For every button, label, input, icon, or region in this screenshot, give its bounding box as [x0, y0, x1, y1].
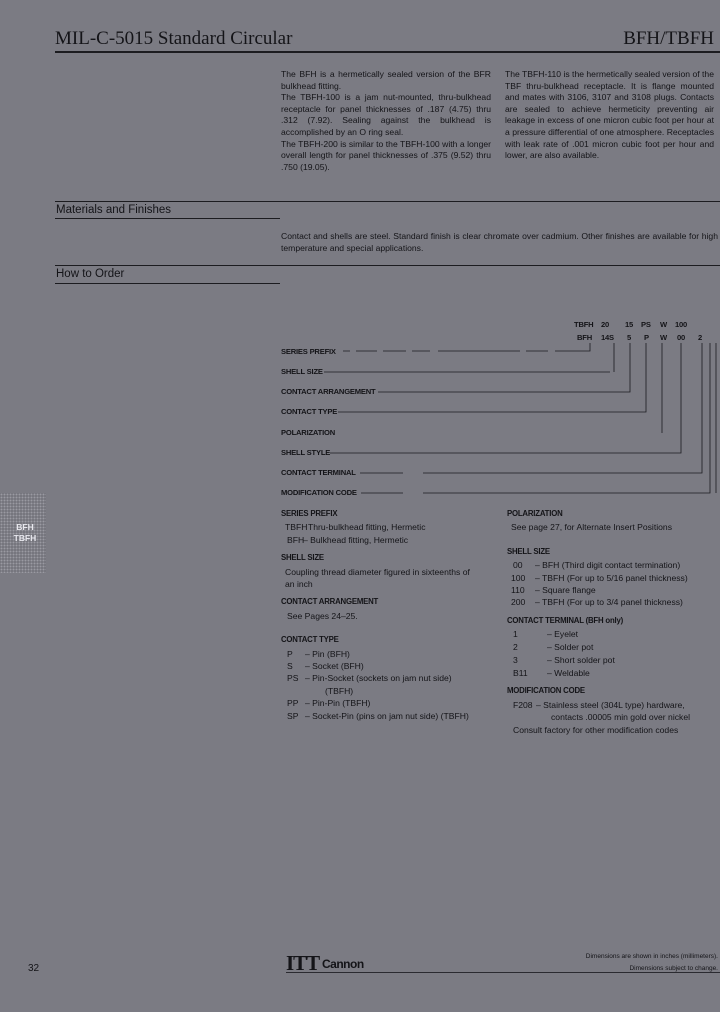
def-row [507, 572, 719, 584]
example-code-12: 00 [677, 333, 686, 342]
def-text: – TBFH (For up to 5/16 panel thickness) [535, 572, 688, 583]
def-text: Thru-bulkhead fitting, Hermetic [308, 522, 426, 533]
intro-paragraph: The TBFH-200 is similar to the TBFH-100 with a longer overall length for panel thicknesses of .375 (9.52) thru .750 (19.05). [281, 138, 491, 172]
def-heading-shell-size: SHELL SIZE [281, 553, 324, 563]
example-code-7: BFH [577, 333, 593, 342]
def-heading-contact-terminal: CONTACT TERMINAL (BFH only) [507, 615, 624, 625]
def-text: – Stainless steel (304L type) hardware, [536, 699, 685, 710]
badge-line: BFH [16, 522, 34, 532]
order-label-modification-code: MODIFICATION CODE [281, 488, 357, 497]
cannon-logo: Cannon [322, 957, 364, 971]
def-text: – Socket (BFH) [305, 661, 364, 672]
def-row [281, 697, 496, 709]
order-label-series-prefix: SERIES PREFIX [281, 347, 336, 356]
example-code-4: PS [641, 320, 651, 329]
order-label-shell-style: SHELL STYLE [281, 448, 331, 457]
order-label-contact-arrangement: CONTACT ARRANGEMENT [281, 387, 376, 396]
def-text: – Solder pot [547, 642, 594, 653]
def-row [281, 648, 496, 660]
def-row [281, 534, 496, 546]
example-code-9: 5 [627, 333, 632, 342]
def-row [281, 672, 496, 684]
def-row [281, 710, 496, 722]
definitions-right [507, 508, 719, 736]
order-label-shell-size: SHELL SIZE [281, 367, 323, 376]
intro-paragraph: The TBFH-100 is a jam nut-mounted, thru-bulkhead receptacle for panel thicknesses of .187 (4.75) thru .312 (7.92). Sealing against the bulkhead is accomplished by an O ring seal. [281, 92, 491, 137]
def-text: – Eyelet [547, 629, 579, 640]
def-key: BFH [287, 534, 305, 545]
def-key: 1 [513, 629, 518, 640]
def-row [507, 628, 719, 641]
def-key: TBFH [285, 522, 308, 533]
example-code-11: W [660, 333, 667, 342]
order-label-contact-type: CONTACT TYPE [281, 407, 338, 416]
badge-line: TBFH [13, 533, 37, 543]
example-code-6: 100 [675, 320, 688, 329]
change-note: Dimensions subject to change. [629, 965, 718, 972]
def-row [507, 559, 719, 571]
def-key: PP [287, 698, 299, 709]
page-number: 32 [28, 963, 40, 974]
itt-logo: ITT [286, 951, 320, 975]
order-label-contact-terminal: CONTACT TERMINAL [281, 468, 356, 477]
order-label-polarization: POLARIZATION [281, 428, 335, 437]
def-heading-shell-style: SHELL SIZE [507, 546, 550, 556]
def-text: – BFH (Third digit contact termination) [535, 560, 681, 571]
def-key: 100 [511, 572, 526, 583]
def-key: P [287, 648, 293, 659]
footer-notes [586, 952, 718, 973]
def-text: – Short solder pot [547, 654, 615, 665]
def-heading-modification-code: MODIFICATION CODE [507, 686, 585, 696]
def-row [507, 667, 719, 680]
def-row [507, 596, 719, 608]
def-key: 2 [513, 642, 518, 653]
series-badge-label [10, 522, 40, 544]
def-row [507, 584, 719, 596]
def-key: B11 [513, 667, 528, 678]
def-row [281, 521, 496, 533]
def-text: – Pin-Pin (TBFH) [305, 698, 371, 709]
dimension-note: Dimensions are shown in inches (millimeters). [585, 953, 718, 960]
def-key: 200 [511, 597, 526, 608]
def-key: PS [287, 673, 299, 684]
def-key: F208 [513, 699, 533, 710]
example-code-2: 20 [601, 320, 610, 329]
example-code-10: P [644, 333, 649, 342]
def-key: 3 [513, 654, 518, 665]
def-text: – Square flange [535, 585, 596, 596]
intro-paragraph: The TBFH-110 is the hermetically sealed version of the TBF thru-bulkhead receptacle. It is flange mounted and mates with 3106, 3107 and 3108 plugs. Contacts are sealed to achieve hermeticity preventing air leakage in excess of one micron cubic foot per hour at a pressure differential of one atmosphere. Receptacles with leak rate of .001 micron cubic foot per hour and lower, are also available. [505, 69, 714, 161]
def-row [507, 699, 719, 711]
def-text: Consult factory for other modification codes [513, 724, 679, 735]
def-text: Coupling thread diameter figured in sixteenths of [285, 566, 470, 577]
def-heading-contact-arrangement: CONTACT ARRANGEMENT [281, 597, 379, 607]
example-code-5: W [660, 320, 667, 329]
def-row [507, 641, 719, 654]
def-key: 00 [513, 560, 523, 571]
materials-heading: Materials and Finishes [56, 204, 172, 216]
def-key [281, 685, 305, 697]
def-text: (TBFH) [325, 685, 354, 696]
example-code-1: TBFH [574, 320, 594, 329]
def-text: See page 27, for Alternate Insert Positions [511, 522, 672, 533]
def-key: SP [287, 710, 299, 721]
def-row [507, 654, 719, 667]
example-code-8: 14S [601, 333, 614, 342]
order-heading: How to Order [56, 268, 125, 280]
def-text: – TBFH (For up to 3/4 panel thickness) [535, 597, 683, 608]
page-title: MIL-C-5015 Standard Circular [55, 28, 293, 49]
materials-text: Contact and shells are steel. Standard finish is clear chromate over cadmium. Other finishes are available for high temperature and special applications. [281, 231, 718, 253]
series-title: BFH/TBFH [623, 28, 714, 49]
def-text: – Pin (BFH) [305, 648, 350, 659]
def-text: contacts .00005 min gold over nickel [551, 712, 691, 723]
definitions-left [281, 508, 496, 722]
example-code-3: 15 [625, 320, 634, 329]
def-key: 110 [511, 585, 525, 596]
def-text: – Socket-Pin (pins on jam nut side) (TBFH) [305, 710, 469, 721]
def-heading-contact-type: CONTACT TYPE [281, 635, 339, 645]
def-key: S [287, 661, 293, 672]
def-text: – Pin-Socket (sockets on jam nut side) [305, 673, 452, 684]
def-heading-polarization: POLARIZATION [507, 509, 563, 518]
intro-paragraph: The BFH is a hermetically sealed version of the BFR bulkhead fitting. [281, 69, 491, 91]
def-heading-series-prefix: SERIES PREFIX [281, 509, 338, 518]
def-row [281, 660, 496, 672]
example-code-13: 2 [698, 333, 703, 342]
def-text: – Bulkhead fitting, Hermetic [303, 534, 409, 545]
def-text: See Pages 24–25. [287, 610, 358, 621]
def-text: an inch [285, 579, 313, 590]
def-text: – Weldable [547, 667, 590, 678]
def-row [281, 685, 496, 697]
